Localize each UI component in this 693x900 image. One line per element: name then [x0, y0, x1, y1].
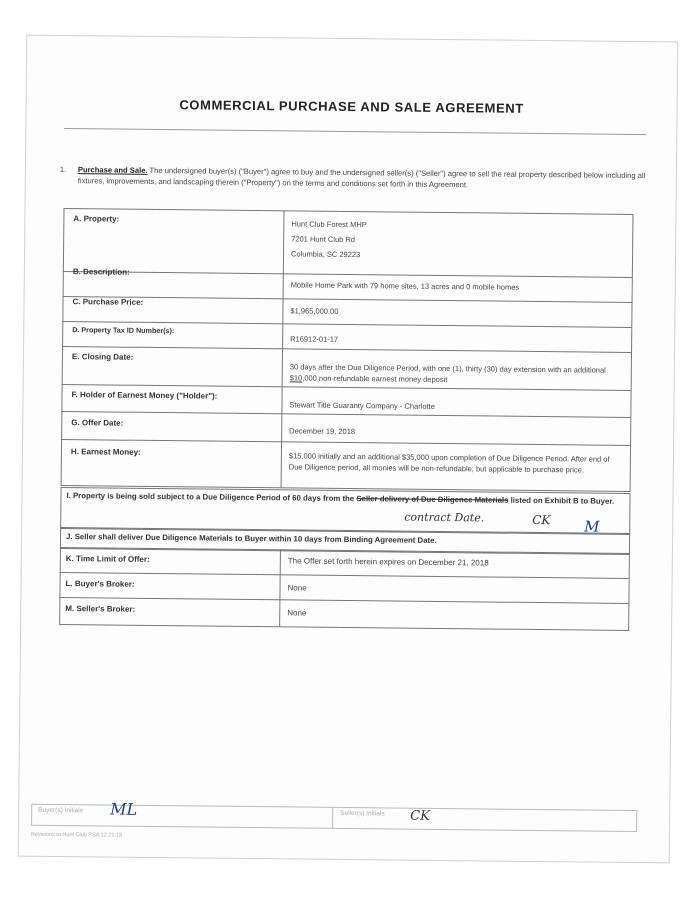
tax-id-label: D. Property Tax ID Number(s):: [72, 325, 175, 336]
buyers-broker-value: None: [287, 583, 307, 593]
property-label: A. Property:: [73, 214, 120, 224]
tax-id-value: R16912-01-17: [290, 334, 339, 344]
property-line-2: 7201 Hunt Club Rd: [291, 234, 356, 245]
description-label: B. Description:: [72, 267, 130, 277]
section-heading: Purchase and Sale.: [77, 165, 148, 175]
sellers-broker-label: M. Seller's Broker:: [65, 604, 136, 614]
materials-text: J. Seller shall deliver Due Diligence Materials to Buyer within 10 days from Binding Agreement Date.: [66, 532, 437, 545]
handwritten-initials-buyer: M: [584, 517, 600, 536]
property-line-3: Columbia, SC 29223: [290, 249, 361, 260]
section-number: 1.: [59, 164, 67, 175]
closing-date-value: 30 days after the Due Diligence Period, with one (1), thirty (30) day extension with an additional $10,000 non-refundable earnest money deposit: [289, 362, 606, 384]
earnest-money-value: $15,000 initially and an additional $35,000 upon completion of Due Diligence Period. After end of Due Diligence period, all monies will be non-refundable, but applicable to purchase price.: [288, 451, 610, 474]
struck-text: Seller delivery of Due Diligence Materials: [356, 494, 509, 505]
closing-date-label: E. Closing Date:: [71, 352, 134, 362]
initials-row: [31, 799, 637, 832]
earnest-money-label: H. Earnest Money:: [70, 447, 141, 457]
time-limit-label: K. Time Limit of Offer:: [65, 554, 150, 564]
revision-note: Revisions to Hunt Club PSA 12.21.18: [30, 831, 123, 839]
sellers-broker-value: None: [287, 608, 307, 618]
holder-label: F. Holder of Earnest Money ("Holder"):: [71, 390, 218, 401]
due-diligence-text: I. Property is being sold subject to a Due Diligence Period of 60 days from the Seller delivery of Due Diligence Materials listed on Exhibit B to Buyer.: [66, 491, 615, 506]
offer-date-label: G. Offer Date:: [71, 418, 124, 428]
handwritten-initials-seller: CK: [532, 512, 551, 528]
property-line-1: Hunt Club Forest MHP: [291, 219, 367, 230]
document-title: COMMERCIAL PURCHASE AND SALE AGREEMENT: [179, 97, 524, 116]
holder-value: Stewart Title Guaranty Company - Charlotte: [289, 400, 435, 411]
time-limit-value: The Offer set forth herein expires on December 21, 2018: [287, 556, 489, 568]
buyer-initials-signature: ML: [110, 799, 138, 819]
offer-date-value: December 19, 2018: [289, 426, 356, 437]
seller-initials-label: Seller(s) Initials: [340, 809, 385, 818]
purchase-price-label: C. Purchase Price:: [72, 297, 144, 307]
section-purchase-and-sale: [60, 165, 660, 192]
handwritten-insert: contract Date.: [404, 510, 485, 525]
buyers-broker-label: L. Buyer's Broker:: [65, 579, 135, 589]
seller-initials-signature: CK: [410, 808, 430, 824]
document-page: [18, 35, 679, 864]
description-value: Mobile Home Park with 79 home sites, 13 acres and 0 mobile homes: [290, 280, 520, 292]
purchase-price-value: $1,965,000.00: [290, 306, 339, 316]
title-divider: [64, 128, 646, 135]
buyer-initials-label: Buyer(s) Initials: [38, 806, 84, 815]
section-text: The undersigned buyer(s) ("Buyer") agree to buy and the undersigned seller(s) ("Seller") agree to sell the real property described below including all fixtures, improvements, and landscaping therein ("Property") on the terms and conditions set forth in this Agreement.: [77, 165, 646, 189]
